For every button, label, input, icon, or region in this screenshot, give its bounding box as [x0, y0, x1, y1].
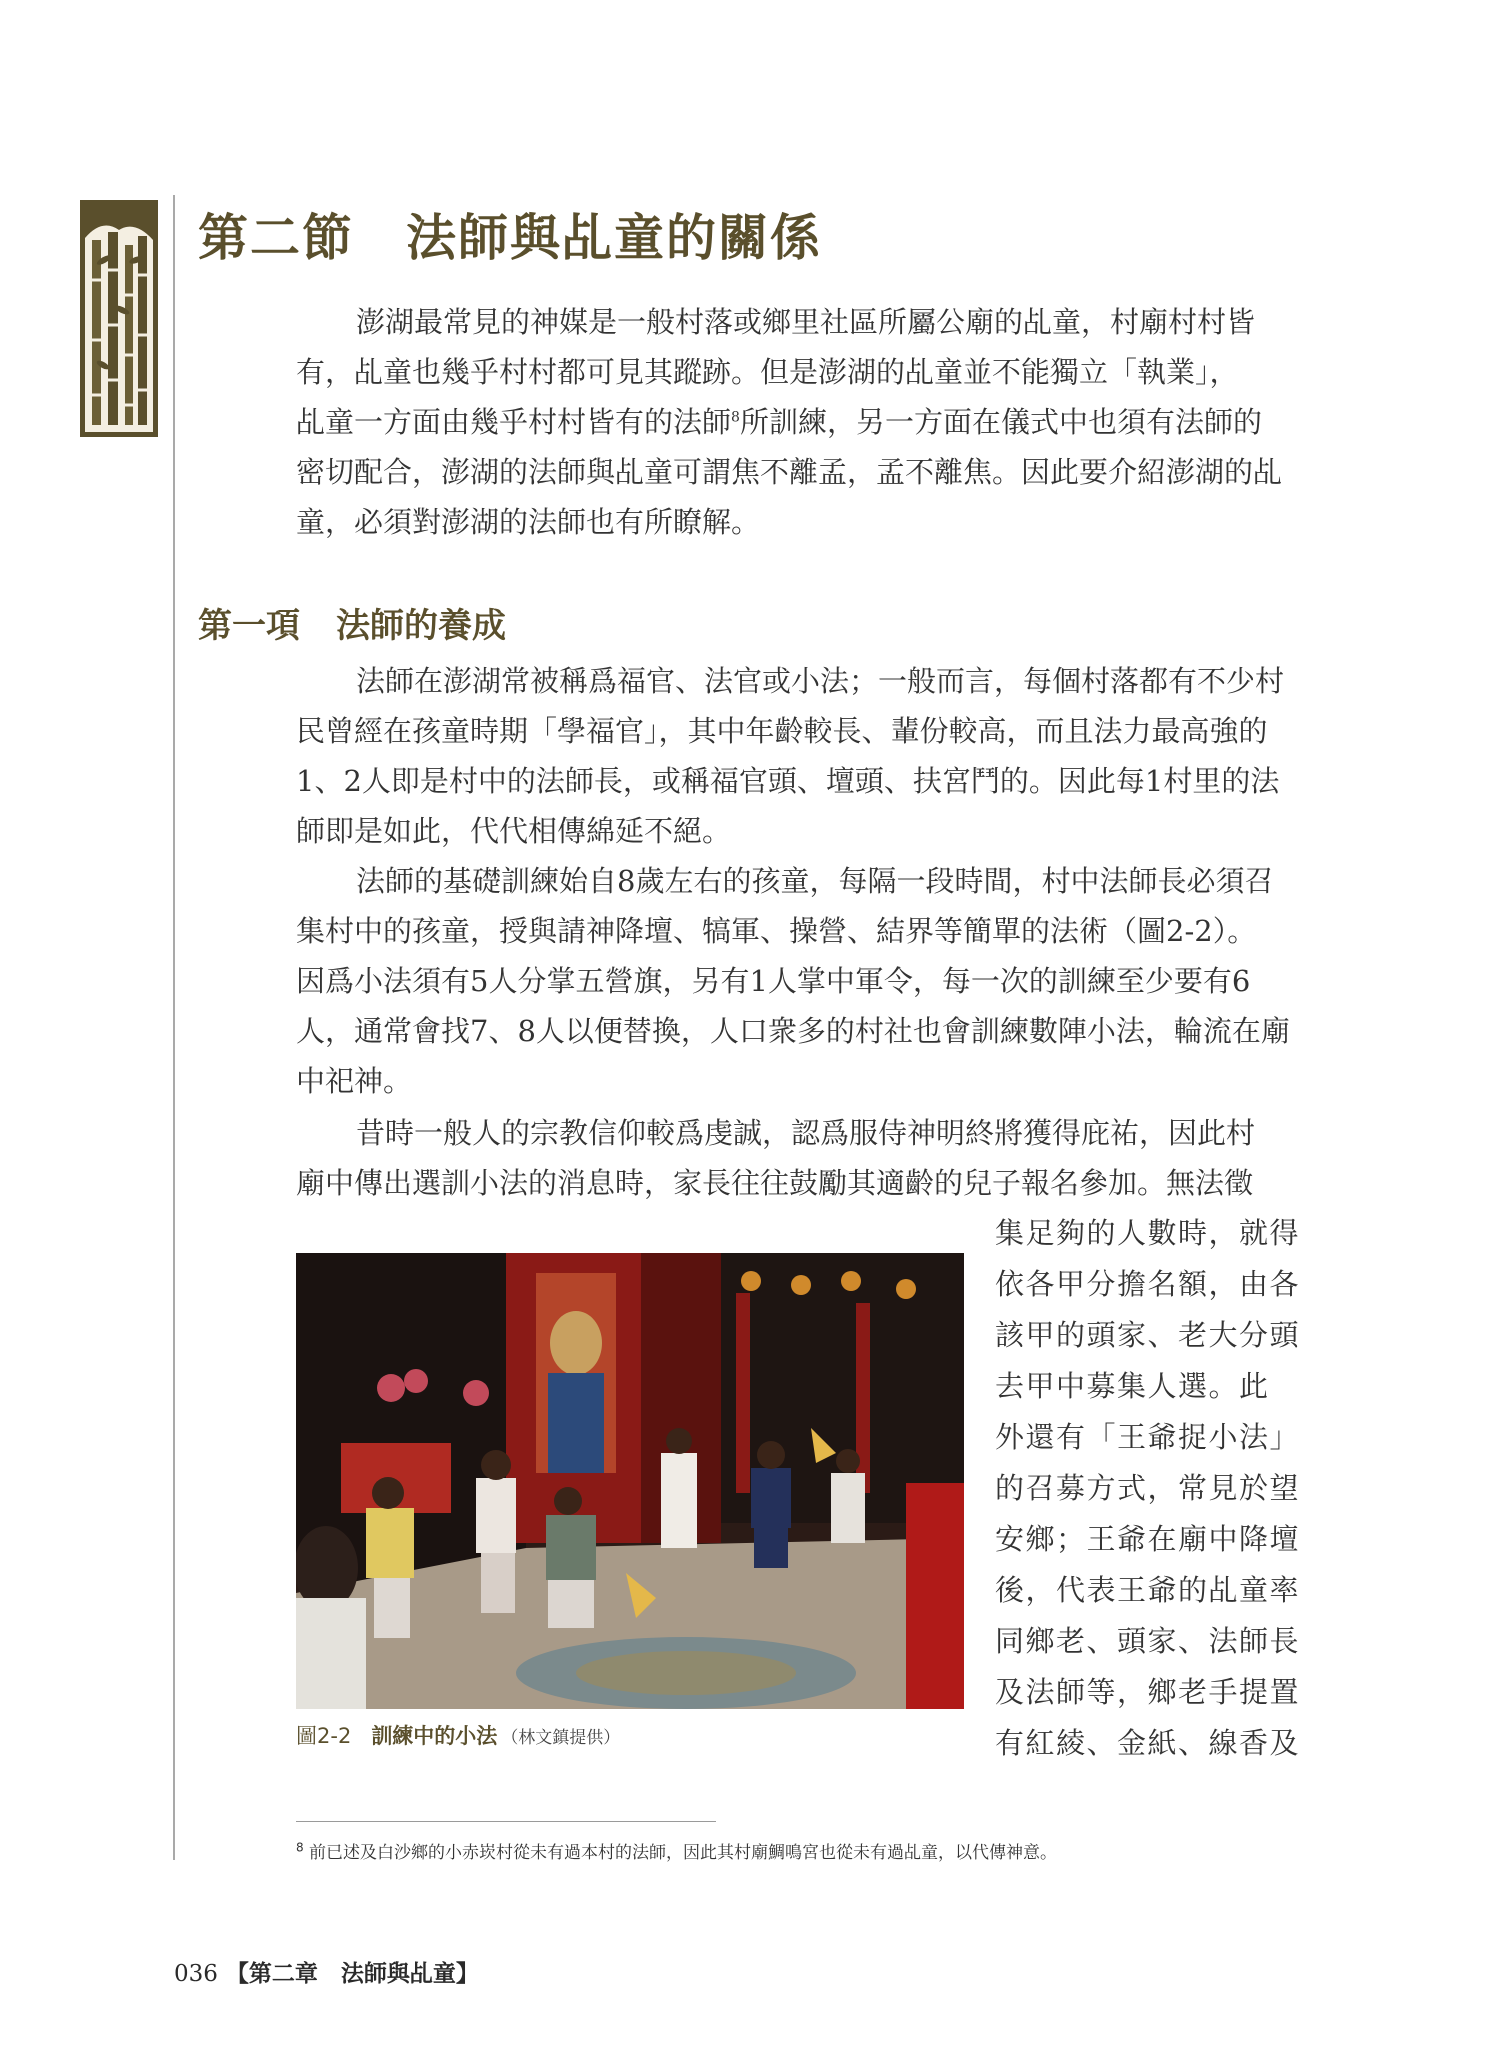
text-line: 昔時一般人的宗教信仰較爲虔誠，認爲服侍神明終將獲得庇祐，因此村 — [356, 1116, 1256, 1150]
footnote-marker: 8 — [296, 1840, 304, 1855]
section-number: 第二節 — [198, 208, 354, 267]
figure-credit: （林文鎮提供） — [501, 1728, 621, 1748]
text-line: 因爲小法須有5人分掌五營旗，另有1人掌中軍令，每一次的訓練至少要有6 — [296, 964, 1251, 998]
figure-caption — [296, 1720, 620, 1750]
figure-number: 圖2-2 — [296, 1724, 352, 1748]
text-line: 的召募方式，常見於望 — [995, 1471, 1301, 1505]
footnote-ref[interactable]: 8 — [731, 409, 740, 426]
figure-photo — [296, 1253, 964, 1709]
text-line: 去甲中募集人選。此 — [995, 1369, 1270, 1403]
text-line: 密切配合，澎湖的法師與乩童可謂焦不離孟，孟不離焦。因此要介紹澎湖的乩 — [296, 455, 1283, 489]
text-line: 乩童一方面由幾乎村村皆有的法師$^8$所訓練，另一方面在儀式中也須有法師的 — [296, 405, 1262, 439]
text-line: 法師的基礎訓練始自8歲左右的孩童，每隔一段時間，村中法師長必須召 — [356, 864, 1274, 898]
subsection-title — [198, 598, 506, 647]
text-line: 集足夠的人數時，就得 — [995, 1216, 1301, 1250]
footnote-text: 前已述及白沙鄉的小赤崁村從未有過本村的法師，因此其村廟鯛鳴宮也從未有過乩童，以代傳神意。 — [309, 1843, 1058, 1863]
text-line: 外還有「王爺捉小法」 — [995, 1420, 1301, 1454]
wrapped-text-column — [995, 1208, 1325, 1769]
text-line: 民曾經在孩童時期「學福官」，其中年齡較長、輩份較高，而且法力最高強的 — [296, 714, 1268, 748]
paragraph-2 — [296, 856, 1316, 1106]
subsection-number: 第一項 — [198, 606, 300, 646]
text-line: 後，代表王爺的乩童率 — [995, 1573, 1301, 1607]
chapter-running-head: 【第二章 法師與乩童】 — [225, 1960, 479, 1987]
text-line: 有，乩童也幾乎村村都可見其蹤跡。但是澎湖的乩童並不能獨立「執業」， — [296, 355, 1239, 389]
decorative-bamboo-emblem — [80, 200, 158, 437]
figure-title: 訓練中的小法 — [371, 1724, 498, 1748]
text-line: 集村中的孩童，授與請神降壇、犒軍、操營、結界等簡單的法術（圖2-2）。 — [296, 914, 1257, 948]
text-line: 該甲的頭家、老大分頭 — [995, 1318, 1301, 1352]
margin-rule — [173, 195, 175, 1860]
text-line: 人，通常會找7、8人以便替換，人口衆多的村社也會訓練數陣小法，輪流在廟 — [296, 1014, 1290, 1048]
text-line: 師即是如此，代代相傳綿延不絕。 — [296, 814, 732, 848]
text-line: 同鄉老、頭家、法師長 — [995, 1624, 1301, 1658]
text-line: 及法師等，鄉老手提置 — [995, 1675, 1301, 1709]
subsection-heading: 法師的養成 — [336, 606, 506, 646]
text-line: 有紅綾、金紙、線香及 — [995, 1726, 1301, 1760]
page-number: 036 — [174, 1961, 218, 1987]
text-line: 童，必須對澎湖的法師也有所瞭解。 — [296, 505, 761, 539]
page-footer — [174, 1955, 479, 1988]
intro-paragraph — [296, 297, 1316, 547]
paragraph-3 — [296, 1108, 1316, 1208]
text-line: 法師在澎湖常被稱爲福官、法官或小法；一般而言，每個村落都有不少村 — [356, 664, 1285, 698]
section-heading: 法師與乩童的關係 — [406, 208, 822, 267]
text-line: 中祀神。 — [296, 1064, 413, 1098]
paragraph-1 — [296, 656, 1316, 856]
text-line: 1、2人即是村中的法師長，或稱福官頭、壇頭、扶宮鬥的。因此每1村里的法 — [296, 764, 1280, 798]
text-line: 廟中傳出選訓小法的消息時，家長往往鼓勵其適齡的兒子報名參加。無法徵 — [296, 1166, 1254, 1200]
section-title — [198, 198, 822, 270]
text-line: 依各甲分擔名額，由各 — [995, 1267, 1301, 1301]
text-line: 澎湖最常見的神媒是一般村落或鄉里社區所屬公廟的乩童，村廟村村皆 — [356, 305, 1256, 339]
text-line: 安鄉；王爺在廟中降壇 — [995, 1522, 1301, 1556]
footnote-divider — [296, 1821, 716, 1822]
footnote — [296, 1838, 1057, 1863]
